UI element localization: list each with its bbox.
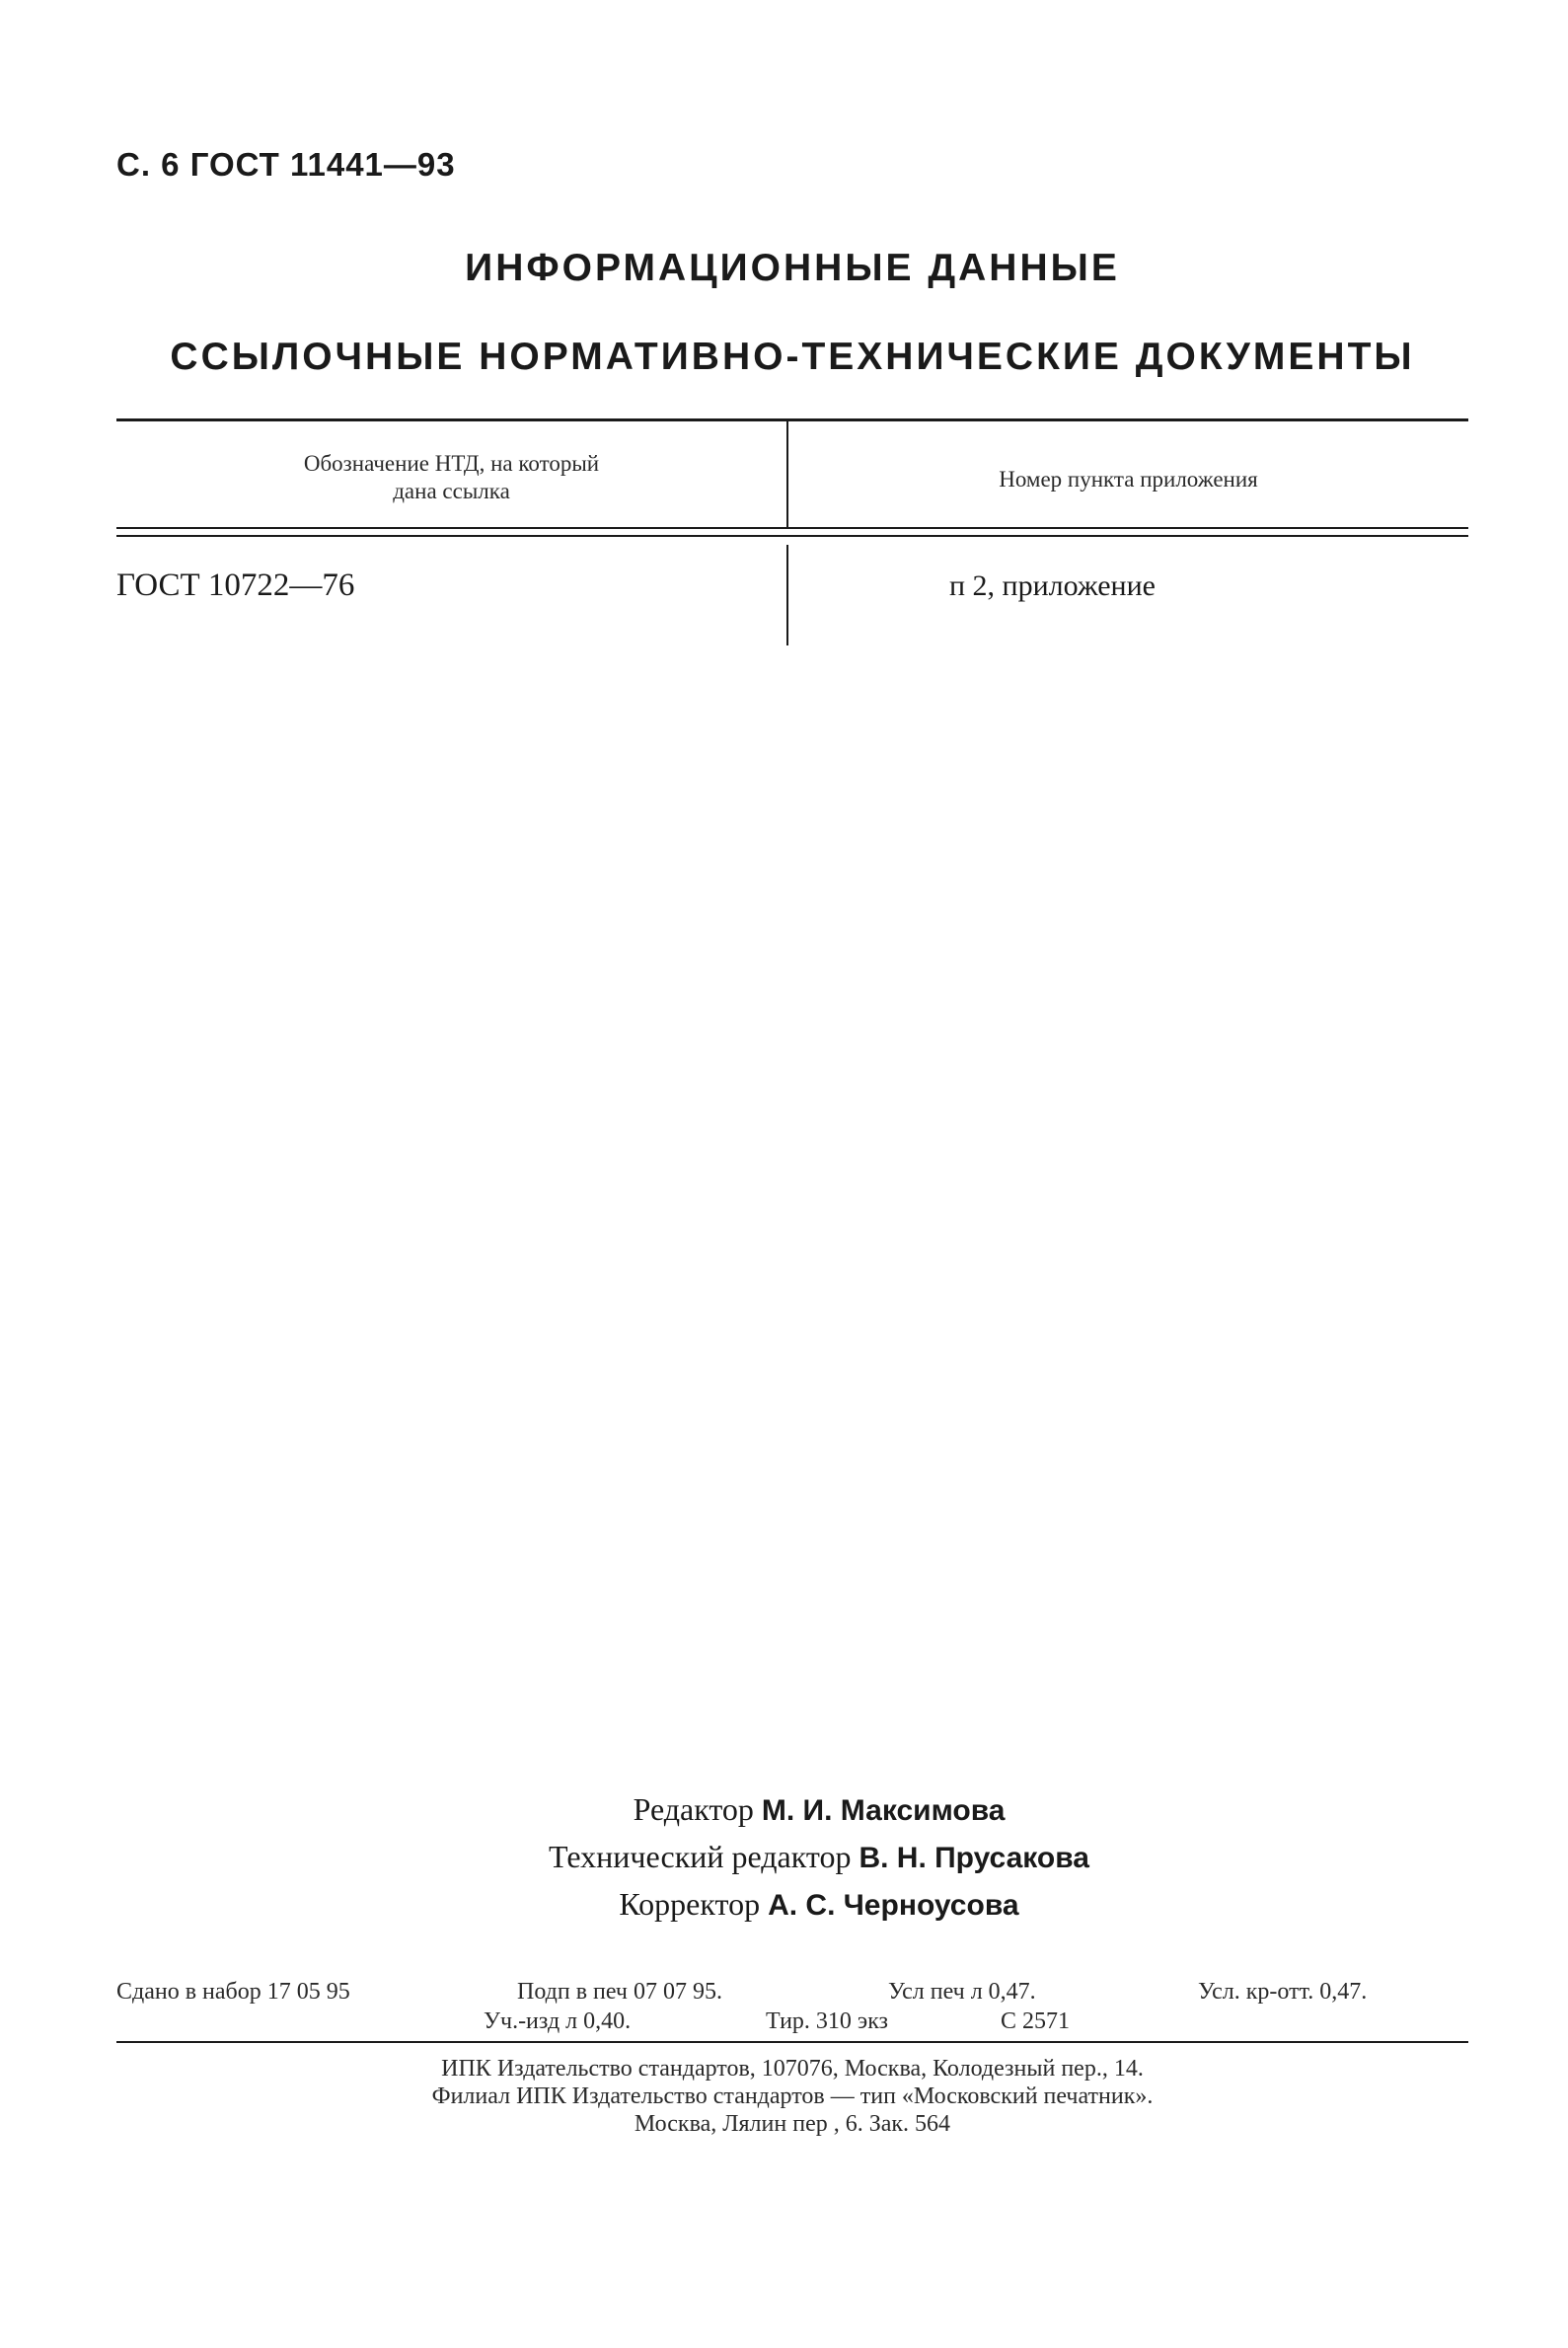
credit-editor-name: М. И. Максимова (761, 1794, 1006, 1827)
table-header-rule-2 (116, 535, 1468, 537)
credit-editor (375, 1786, 1263, 1834)
page-header: С. 6 ГОСТ 11441—93 (116, 146, 456, 183)
table-header-clause: Номер пункта приложения (999, 467, 1258, 492)
table-cell-doc: ГОСТ 10722—76 (116, 568, 355, 603)
credit-proofreader (375, 1881, 1263, 1929)
imprint-print-sheets: Усл печ л 0,47. (888, 1979, 1036, 2005)
table-header-designation-line2: дана ссылка (393, 479, 510, 503)
credit-editor-role: Редактор (633, 1791, 754, 1827)
credit-tech-editor (375, 1834, 1263, 1881)
imprint-signed: Подп в печ 07 07 95. (517, 1979, 722, 2005)
subsection-title: ССЫЛОЧНЫЕ НОРМАТИВНО-ТЕХНИЧЕСКИЕ ДОКУМЕНТЫ (170, 336, 1415, 378)
imprint-rule (116, 2041, 1468, 2043)
table-header-rule-1 (116, 527, 1468, 529)
credits-block (375, 1786, 1263, 1929)
imprint-publisher-sheets: Уч.-изд л 0,40. (484, 2008, 632, 2034)
credit-tech-editor-name: В. Н. Прусакова (859, 1842, 1089, 1874)
imprint-color-proofs: Усл. кр-отт. 0,47. (1198, 1979, 1368, 2005)
imprint-print-run: Тир. 310 экз (766, 2008, 889, 2034)
table-cell-clause: п 2, приложение (949, 569, 1156, 602)
publisher-line-3: Москва, Лялин пер , 6. Зак. 564 (634, 2111, 951, 2137)
table-column-divider (786, 421, 788, 528)
table-top-rule (116, 418, 1468, 421)
publisher-line-1: ИПК Издательство стандартов, 107076, Москва, Колодезный пер., 14. (441, 2056, 1144, 2082)
imprint-order-code: С 2571 (1001, 2008, 1071, 2034)
publisher-line-2: Филиал ИПК Издательство стандартов — тип «Московский печатник». (431, 2083, 1154, 2109)
credit-proofreader-role: Корректор (619, 1886, 761, 1922)
section-title: ИНФОРМАЦИОННЫЕ ДАННЫЕ (465, 247, 1120, 289)
table-header-designation (116, 450, 786, 505)
credit-proofreader-name: А. С. Черноусова (768, 1889, 1019, 1922)
table-row-divider (786, 545, 788, 645)
imprint-submitted: Сдано в набор 17 05 95 (116, 1979, 350, 2005)
publisher-block (116, 2055, 1468, 2138)
credit-tech-editor-role: Технический редактор (549, 1839, 852, 1874)
table-header-designation-line1: Обозначение НТД, на который (303, 451, 600, 476)
